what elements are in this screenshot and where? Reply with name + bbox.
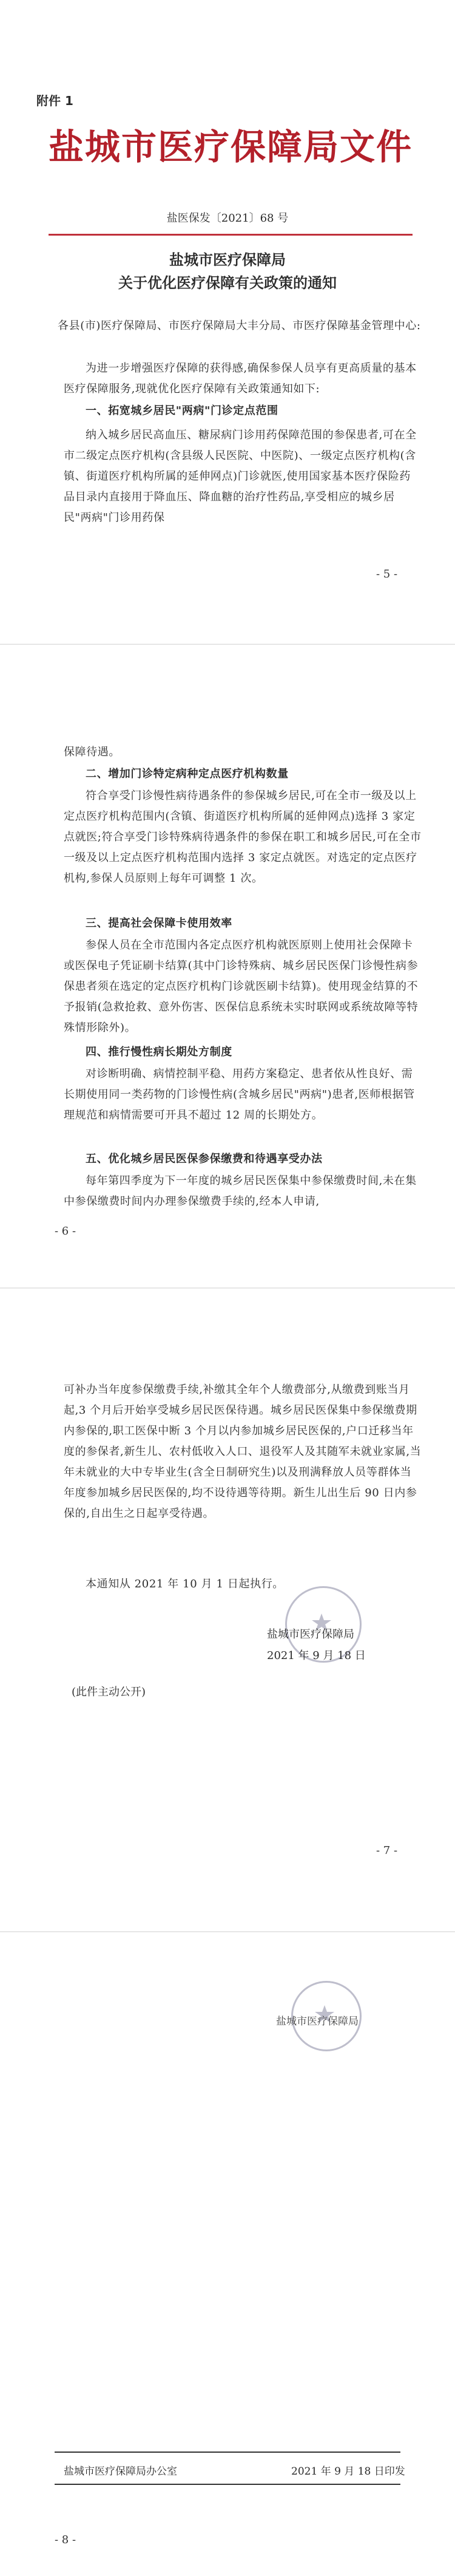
footer-print-date: 2021 年 9 月 18 日印发	[291, 2465, 405, 2478]
effective-date: 本通知从 2021 年 10 月 1 日起执行。	[86, 1578, 284, 1590]
signing-date: 2021 年 9 月 18 日	[267, 1649, 366, 1662]
addressee: 各县(市)医疗保障局、市医疗保障局大丰分局、市医疗保障基金管理中心:	[58, 319, 421, 332]
page-2	[0, 645, 455, 1287]
continuation-text: 保障待遇。	[64, 746, 120, 758]
section-3-body: 参保人员在全市范围内各定点医疗机构就医原则上使用社会保障卡或医保电子凭证刷卡结算(其中门诊特殊病、城乡居民医保门诊慢性病参保患者须在选定的定点医疗机构门诊就医刷卡结算)。使用现金结算的不予报销(急救抢救、意外伤害、医保信息系统未实时联网或系统故障等特殊情形除外)。	[64, 939, 419, 1034]
page-number: - 7 -	[376, 1844, 398, 1857]
page-1	[0, 0, 455, 644]
footer-issuing-office: 盐城市医疗保障局办公室	[64, 2465, 177, 2478]
footer-top-rule	[55, 2452, 400, 2453]
document-header: 盐城市医疗保障局文件	[49, 126, 413, 168]
section-5-body: 每年第四季度为下一年度的城乡居民医保集中参保缴费时间,未在集中参保缴费时间内办理参保缴费手续的,经本人申请,	[64, 1174, 417, 1208]
page-4	[0, 1932, 455, 2576]
section-1-body: 纳入城乡居民高血压、糖尿病门诊用药保障范围的参保患者,可在全市二级定点医疗机构(含县级人民医院、中医院)、一级定点医疗机构(含镇、街道医疗机构所属的延伸网点)门诊就医,使用国家基本医疗保险药品目录内直接用于降血压、降血糖的治疗性药品,享受相应的城乡居民"两病"门诊用药保	[64, 429, 417, 524]
issuer-title: 盐城市医疗保障局	[169, 251, 286, 268]
section-heading-3: 三、提高社会保障卡使用效率	[86, 917, 232, 930]
section-5-body-cont: 可补办当年度参保缴费手续,补缴其全年个人缴费部分,从缴费到账当月起,3 个月后开始享受城乡居民医保待遇。城乡居民医保集中参保缴费期内参保的,职工医保中断 3 个月以内参加城乡居民医保的,户口迁移当年度的参保者,新生儿、农村低收入人口、退役军人及其随军未就业家属,当年未就业的大中专毕业生(含全日制研究生)以及刑满释放人员等群体当年度参加城乡居民医保的,均不设待遇等待期。新生儿出生后 90 日内参保的,自出生之日起享受待遇。	[64, 1383, 422, 1520]
page-number: - 5 -	[376, 568, 398, 581]
intro-paragraph: 为进一步增强医疗保障的获得感,确保参保人员享有更高质量的基本医疗保障服务,现就优化医疗保障有关政策通知如下:	[64, 362, 417, 395]
section-2-body: 符合享受门诊慢性病待遇条件的参保城乡居民,可在全市一级及以上定点医疗机构范围内(含镇、街道医疗机构所属的延伸网点)选择 3 家定点就医;符合享受门诊特殊病待遇条件的参保在职工和城乡居民,可在全市一级及以上定点医疗机构范围内选择 3 家定点就医。对选定的定点医疗机构,参保人员原则上每年可调整 1 次。	[64, 789, 422, 885]
header-red-rule	[49, 234, 413, 236]
public-disclosure-note: (此件主动公开)	[72, 1686, 146, 1699]
signing-organization: 盐城市医疗保障局	[276, 2015, 359, 2028]
page-number: - 8 -	[55, 2533, 76, 2546]
section-4-body: 对诊断明确、病情控制平稳、用药方案稳定、患者依从性良好、需长期使用同一类药物的门诊慢性病(含城乡居民"两病")患者,医师根据管理规范和病情需要可开具不超过 12 周的长期处方。	[64, 1068, 415, 1122]
section-heading-4: 四、推行慢性病长期处方制度	[86, 1046, 232, 1058]
notice-subject: 关于优化医疗保障有关政策的通知	[118, 274, 337, 291]
page-number: - 6 -	[55, 1225, 76, 1238]
page-3	[0, 1289, 455, 1931]
section-heading-5: 五、优化城乡居民医保参保缴费和待遇享受办法	[86, 1153, 323, 1165]
section-heading-1: 一、拓宽城乡居民"两病"门诊定点范围	[86, 404, 278, 417]
footer-bottom-rule	[55, 2484, 400, 2485]
document-number: 盐医保发〔2021〕68 号	[166, 212, 289, 225]
section-heading-2: 二、增加门诊特定病种定点医疗机构数量	[86, 768, 289, 780]
signing-organization: 盐城市医疗保障局	[267, 1628, 354, 1641]
attachment-label: 附件 1	[36, 94, 73, 108]
